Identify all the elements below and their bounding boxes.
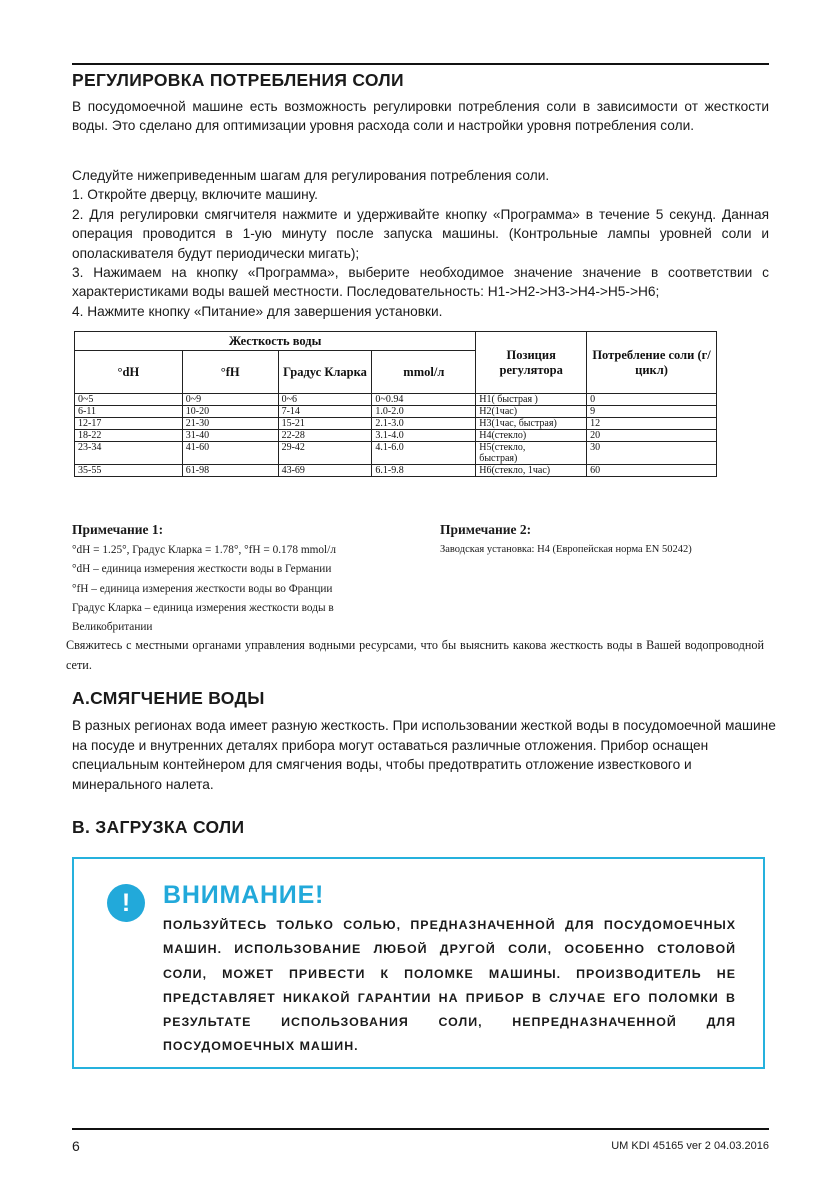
- cell-fh: 61-98: [182, 465, 278, 477]
- section-title-water-softening: A.СМЯГЧЕНИЕ ВОДЫ: [72, 688, 265, 708]
- cell-fh: 0~9: [182, 394, 278, 406]
- table-row: [75, 406, 717, 418]
- step-3: 3. Нажимаем на кнопку «Программа», выберите необходимое значение значение в соответствии с характеристиками воды вашей местности. Последовательность: H1->H2->H3->H4->H5->H6;: [72, 265, 769, 300]
- table-group-header: Жесткость воды: [75, 332, 476, 351]
- cell-clark: 43-69: [278, 465, 372, 477]
- cell-clark: 29-42: [278, 442, 372, 465]
- cell-position: H3(1час, быстрая): [476, 418, 587, 430]
- cell-mmol: 4.1-6.0: [372, 442, 476, 465]
- col-header-clark: Градус Кларка: [278, 351, 372, 394]
- cell-mmol: 6.1-9.8: [372, 465, 476, 477]
- note-2-body: [440, 540, 692, 559]
- cell-position: H2(1час): [476, 406, 587, 418]
- cell-fh: 10-20: [182, 406, 278, 418]
- cell-clark: 0~6: [278, 394, 372, 406]
- table-row: [75, 442, 717, 465]
- cell-dh: 12-17: [75, 418, 183, 430]
- steps-intro: Следуйте нижеприведенным шагам для регулирования потребления соли.: [72, 168, 550, 183]
- cell-dh: 6-11: [75, 406, 183, 418]
- section-title-salt-loading: B. ЗАГРУЗКА СОЛИ: [72, 817, 245, 837]
- cell-mmol: 1.0-2.0: [372, 406, 476, 418]
- table-row: [75, 394, 717, 406]
- cell-consumption: 0: [587, 394, 717, 406]
- top-rule: [72, 63, 769, 65]
- warning-title: ВНИМАНИЕ!: [163, 881, 325, 909]
- cell-position-line2: быстрая): [479, 453, 518, 464]
- cell-consumption: 30: [587, 442, 717, 465]
- step-1: 1. Откройте дверцу, включите машину.: [72, 187, 318, 202]
- col-header-fh: °fH: [182, 351, 278, 394]
- document-reference: UM KDI 45165 ver 2 04.03.2016: [611, 1140, 769, 1152]
- note-1-line: Великобритании: [72, 621, 153, 634]
- note-1-line: °dH – единица измерения жесткости воды в Германии: [72, 563, 332, 576]
- table-row: [75, 418, 717, 430]
- step-2: 2. Для регулировки смягчителя нажмите и удерживайте кнопку «Программа» в течение 5 секунд. Данная операция проводится в 1-ую минуту после запуска машины. (Контрольные лампы уровней соли и ополаскивателя будут периодически мигать);: [72, 207, 769, 261]
- exclamation-icon: !: [107, 884, 145, 922]
- note-2-line: Заводская установка: H4 (Европейская норма EN 50242): [440, 544, 692, 555]
- cell-clark: 15-21: [278, 418, 372, 430]
- water-hardness-table: [74, 331, 717, 477]
- note-1-line: °dH = 1.25°, Градус Кларка = 1.78°, °fH = 0.178 mmol/л: [72, 544, 336, 556]
- step-4: 4. Нажмите кнопку «Питание» для завершения установки.: [72, 304, 443, 319]
- cell-dh: 23-34: [75, 442, 183, 465]
- cell-dh: 35-55: [75, 465, 183, 477]
- col-header-consumption: Потребление соли (г/цикл): [587, 332, 717, 394]
- page-number: 6: [72, 1138, 80, 1154]
- cell-fh: 41-60: [182, 442, 278, 465]
- cell-consumption: 9: [587, 406, 717, 418]
- note-1-body: [72, 541, 336, 637]
- cell-fh: 31-40: [182, 430, 278, 442]
- cell-position-line1: H5(стекло,: [479, 442, 526, 453]
- cell-clark: 7-14: [278, 406, 372, 418]
- section-title-salt-regulation: РЕГУЛИРОВКА ПОТРЕБЛЕНИЯ СОЛИ: [72, 70, 404, 90]
- cell-mmol: 3.1-4.0: [372, 430, 476, 442]
- note-1-line: °fH – единица измерения жесткости воды во Франции: [72, 582, 333, 595]
- cell-position: H4(стекло): [476, 430, 587, 442]
- col-header-mmol: mmol/л: [372, 351, 476, 394]
- note-2-title: Примечание 2:: [440, 522, 532, 537]
- col-header-position: Позиция регулятора: [476, 332, 587, 394]
- cell-consumption: 12: [587, 418, 717, 430]
- cell-dh: 0~5: [75, 394, 183, 406]
- cell-dh: 18-22: [75, 430, 183, 442]
- cell-mmol: 0~0.94: [372, 394, 476, 406]
- table-row: [75, 465, 717, 477]
- cell-mmol: 2.1-3.0: [372, 418, 476, 430]
- warning-text: ПОЛЬЗУЙТЕСЬ ТОЛЬКО СОЛЬЮ, ПРЕДНАЗНАЧЕННОЙ ДЛЯ ПОСУДОМОЕЧНЫХ МАШИН. ИСПОЛЬЗОВАНИЕ ЛЮБОЙ ДРУГОЙ СОЛИ, ОСОБЕННО СТОЛОВОЙ СОЛИ, МОЖЕТ ПРИВЕСТИ К ПОЛОМКЕ МАШИНЫ. ПРОИЗВОДИТЕЛЬ НЕ ПРЕДСТАВЛЯЕТ НИКАКОЙ ГАРАНТИИ НА ПРИБОР В СЛУЧАЕ ЕГО ПОЛОМКИ В РЕЗУЛЬТАТЕ ИСПОЛЬЗОВАНИЯ СОЛИ, НЕПРЕДНАЗНАЧЕННОЙ ДЛЯ ПОСУДОМОЕЧНЫХ МАШИН.: [163, 918, 736, 1054]
- col-header-dh: °dH: [75, 351, 183, 394]
- table-row: [75, 430, 717, 442]
- intro-paragraph: В посудомоечной машине есть возможность регулировки потребления соли в зависимости от жесткости воды. Это сделано для оптимизации уровня расхода соли и настройки уровня потребления соли.: [72, 99, 769, 134]
- water-softening-text: В разных регионах вода имеет разную жесткость. При использовании жесткой воды в посудомоечной машине на посуде и внутренних деталях прибора могут оставаться различные отложения. Прибор оснащен специальным контейнером для смягчения воды, чтобы предотвратить отложение известкового и минерального налета.: [72, 718, 776, 792]
- cell-position: [476, 442, 587, 465]
- cell-position: H1( быстрая ): [476, 394, 587, 406]
- cell-clark: 22-28: [278, 430, 372, 442]
- cell-fh: 21-30: [182, 418, 278, 430]
- cell-position: H6(стекло, 1час): [476, 465, 587, 477]
- note-1-line: Градус Кларка – единица измерения жесткости воды в: [72, 601, 334, 614]
- cell-consumption: 20: [587, 430, 717, 442]
- bottom-rule: [72, 1128, 769, 1130]
- contact-note: Свяжитесь с местными органами управления водными ресурсами, что бы выяснить какова жесткость воды в Вашей водопроводной сети.: [66, 638, 764, 672]
- note-1-title: Примечание 1:: [72, 522, 164, 537]
- cell-consumption: 60: [587, 465, 717, 477]
